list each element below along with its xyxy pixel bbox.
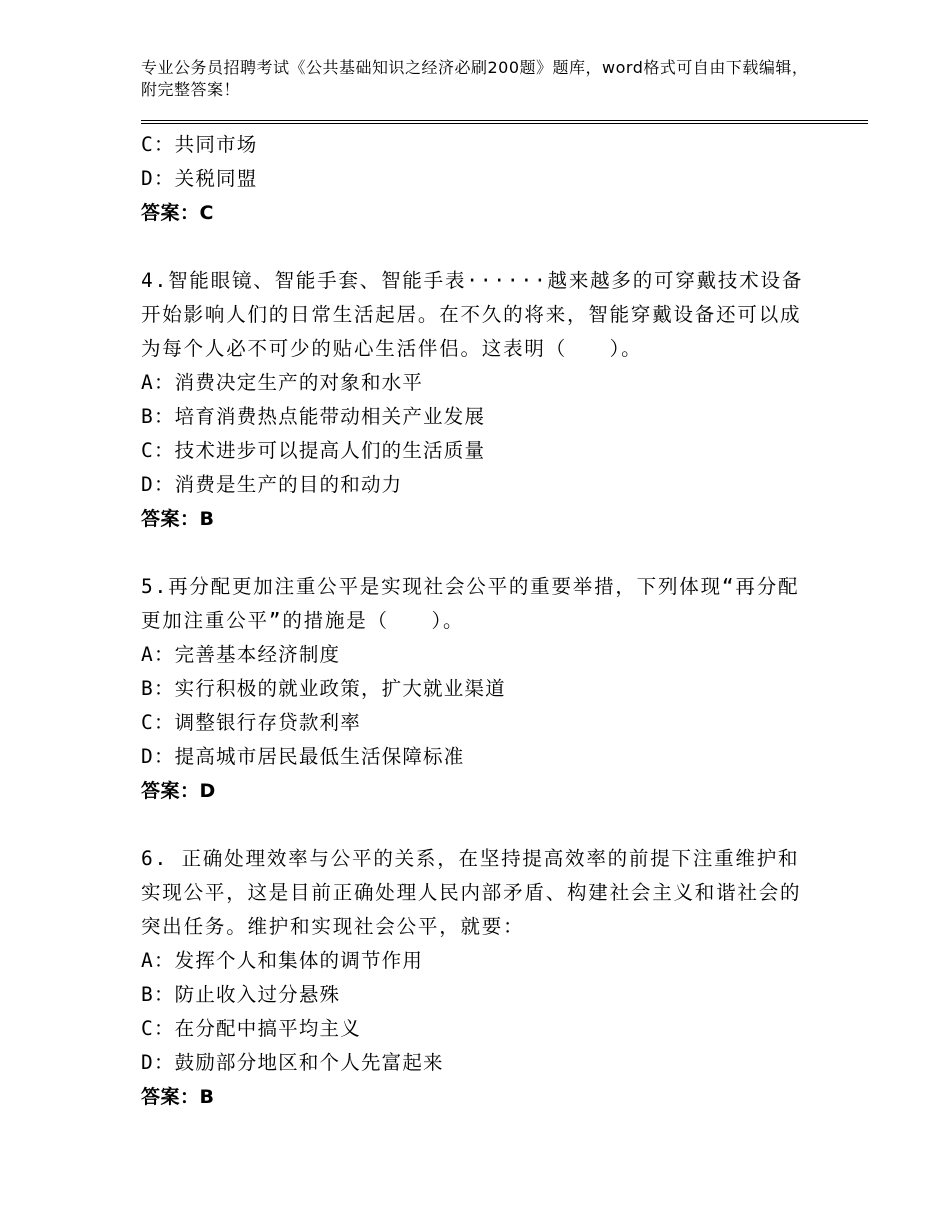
option-d: D：关税同盟 [141, 167, 258, 190]
option-d: D：鼓励部分地区和个人先富起来 [141, 1051, 444, 1074]
option-b: B：实行积极的就业政策，扩大就业渠道 [141, 677, 506, 700]
option-c: C：共同市场 [141, 133, 258, 156]
option-a: A：发挥个人和集体的调节作用 [141, 949, 424, 972]
answer-label: 答案：D [141, 780, 216, 802]
question-3-tail [141, 128, 811, 230]
option-c: C：调整银行存贷款利率 [141, 711, 361, 734]
header-divider [141, 120, 868, 124]
option-d: D：消费是生产的目的和动力 [141, 473, 403, 496]
option-d: D：提高城市居民最低生活保障标准 [141, 745, 465, 768]
answer-label: 答案：C [141, 202, 214, 224]
answer-label: 答案：B [141, 1086, 215, 1108]
question-stem: 4.智能眼镜、智能手套、智能手表······越来越多的可穿戴技术设备开始影响人们的日常生活起居。在不久的将来，智能穿戴设备还可以成为每个人必不可少的贴心生活伴侣。这表明（ ）。 [141, 269, 804, 360]
question-6 [141, 842, 811, 1114]
question-4 [141, 264, 811, 536]
option-b: B：培育消费热点能带动相关产业发展 [141, 405, 486, 428]
question-list [141, 128, 811, 1114]
option-a: A：消费决定生产的对象和水平 [141, 371, 424, 394]
question-stem: 5.再分配更加注重公平是实现社会公平的重要举措，下列体现“再分配更加注重公平”的措施是（ ）。 [141, 575, 800, 632]
option-c: C：在分配中搞平均主义 [141, 1017, 361, 1040]
page-header: 专业公务员招聘考试《公共基础知识之经济必刷200题》题库，word格式可自由下载编辑，附完整答案！ [141, 58, 809, 99]
option-b: B：防止收入过分悬殊 [141, 983, 341, 1006]
question-stem: 6. 正确处理效率与公平的关系，在坚持提高效率的前提下注重维护和实现公平，这是目前正确处理人民内部矛盾、构建社会主义和谐社会的突出任务。维护和实现社会公平，就要： [141, 847, 802, 938]
answer-label: 答案：B [141, 508, 215, 530]
option-a: A：完善基本经济制度 [141, 643, 341, 666]
question-5 [141, 570, 811, 808]
option-c: C：技术进步可以提高人们的生活质量 [141, 439, 486, 462]
